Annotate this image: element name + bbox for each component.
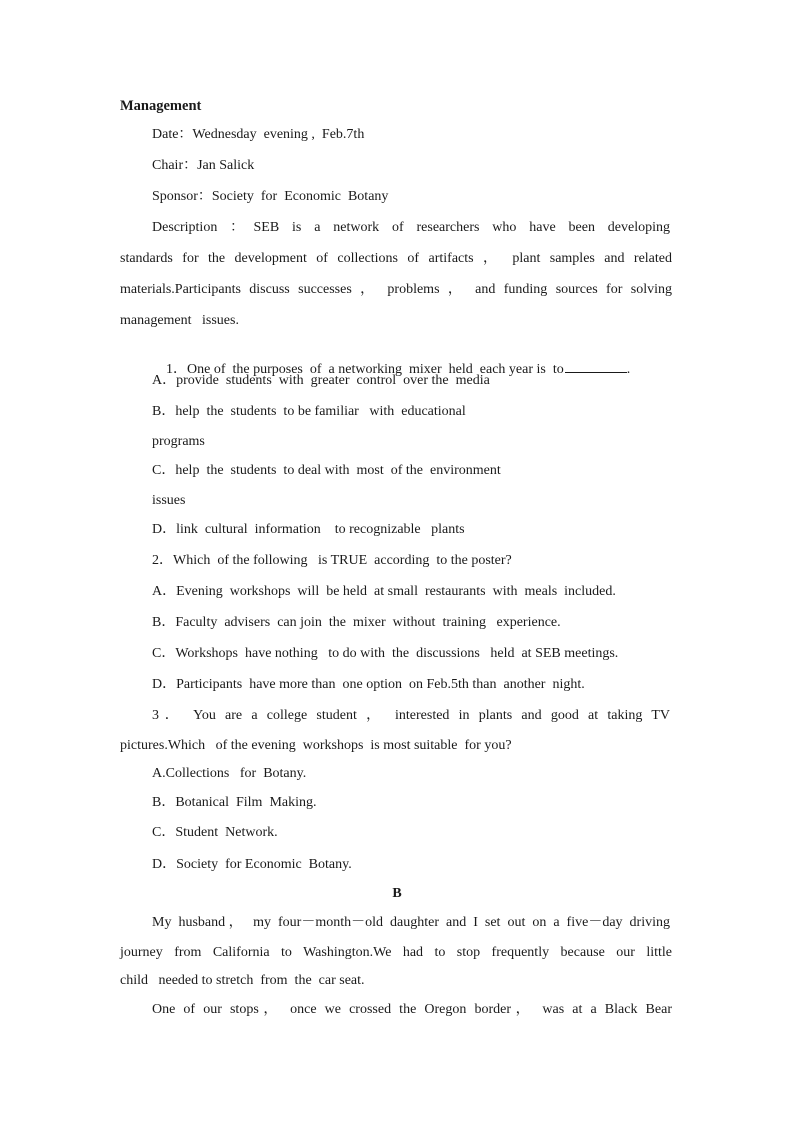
passage-b-line: journey from California to Washington.We had to stop frequently because our little xyxy=(120,945,672,960)
section-title: Management xyxy=(120,98,202,114)
question-1-option-b: B．help the students to be familiar with educational xyxy=(152,404,466,419)
question-2-option-b: B．Faculty advisers can join the mixer without training experience. xyxy=(152,615,561,630)
question-3-option-b: B．Botanical Film Making. xyxy=(152,795,317,810)
question-1-option-c: C．help the students to deal with most of the environment xyxy=(152,463,501,478)
question-1-option-d: D．link cultural information to recognizable plants xyxy=(152,522,465,537)
question-1-period: . xyxy=(626,362,631,377)
event-date: Date：Wednesday evening , Feb.7th xyxy=(152,127,365,142)
event-chair: Chair：Jan Salick xyxy=(152,158,255,173)
question-3-stem-cont: pictures.Which of the evening workshops is most suitable for you? xyxy=(120,738,512,753)
description-line: standards for the development of collections of artifacts ， plant samples and related xyxy=(120,251,672,266)
answer-blank xyxy=(565,359,627,373)
description-line: management issues. xyxy=(120,313,239,328)
question-3-option-d: D．Society for Economic Botany. xyxy=(152,857,352,872)
description-line: materials.Participants discuss successes ， problems ， and funding sources for solving xyxy=(120,282,672,297)
question-2-option-a: A．Evening workshops will be held at small restaurants with meals included. xyxy=(152,584,616,599)
question-1-text: 1．One of the purposes of a networking mixer held each year is to xyxy=(166,362,564,377)
question-1-option-c-cont: issues xyxy=(152,493,186,508)
question-1-option-b-cont: programs xyxy=(152,434,205,449)
passage-b-line: One of our stops， once we crossed the Oregon border， was at a Black Bear xyxy=(152,1002,672,1017)
question-2-option-c: C．Workshops have nothing to do with the discussions held at SEB meetings. xyxy=(152,646,619,661)
event-sponsor: Sponsor：Society for Economic Botany xyxy=(152,189,389,204)
passage-b-line: child needed to stretch from the car seat. xyxy=(120,973,365,988)
question-1-option-a: A．provide students with greater control over the media xyxy=(152,373,490,388)
question-2-option-d: D．Participants have more than one option on Feb.5th than another night. xyxy=(152,677,585,692)
question-3-option-c: C．Student Network. xyxy=(152,825,278,840)
question-3-stem: 3． You are a college student ， interested in plants and good at taking TV xyxy=(152,708,670,723)
passage-b-heading: B xyxy=(392,886,402,901)
question-3-option-a: A.Collections for Botany. xyxy=(152,766,307,781)
question-2-stem: 2．Which of the following is TRUE according to the poster? xyxy=(152,553,512,568)
passage-b-line: My husband， my four－month－old daughter and I set out on a five－day driving xyxy=(152,915,670,930)
description-line: Description ：SEB is a network of researchers who have been developing xyxy=(152,220,670,235)
